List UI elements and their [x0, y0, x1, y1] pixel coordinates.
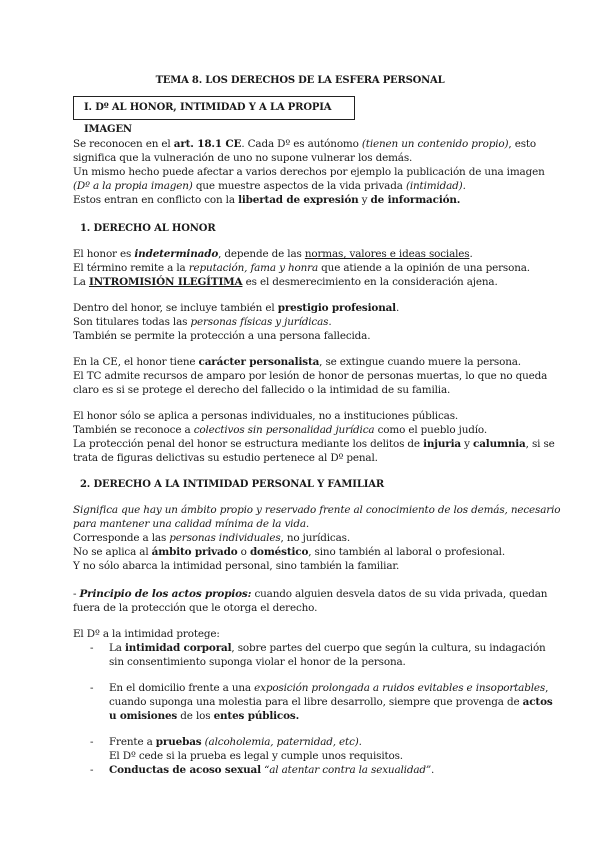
text-line: - Principio de los actos propios: cuando alguien desvela datos de su vida privada, quedan	[73, 588, 548, 600]
text-line: Son titulares todas las personas físicas y jurídicas.	[73, 316, 332, 328]
list-item: En el domicilio frente a una exposición prolongada a ruidos evitables e insoportables,	[109, 682, 549, 694]
text-line: La INTROMISIÓN ILEGÍTIMA es el desmerecimiento en la consideración ajena.	[73, 276, 498, 288]
list-item: Frente a pruebas (alcoholemia, paternidad, etc).	[109, 736, 362, 748]
list-dash: -	[90, 682, 94, 694]
text-line: trata de figuras delictivas su estudio pertenece al Dº penal.	[73, 452, 378, 464]
text-line: El TC admite recursos de amparo por lesión de honor de personas muertas, lo que no queda	[73, 370, 548, 382]
text-line: significa que la vulneración de uno no supone vulnerar los demás.	[73, 152, 413, 164]
heading-intimidad: 2. DERECHO A LA INTIMIDAD PERSONAL Y FAMILIAR	[80, 479, 384, 490]
list-item-continuation: El Dº cede si la prueba es legal y cumple unos requisitos.	[109, 750, 403, 762]
text-line: Corresponde a las personas individuales, no jurídicas.	[73, 532, 350, 544]
section-box-heading: I. Dº AL HONOR, INTIMIDAD Y A LA PROPIA IMAGEN	[73, 96, 355, 120]
text-line: Y no sólo abarca la intimidad personal, sino también la familiar.	[73, 560, 400, 572]
text-line: claro es si se protege el derecho del fallecido o la intimidad de su familia.	[73, 384, 451, 396]
text-line: El honor sólo se aplica a personas individuales, no a instituciones públicas.	[73, 410, 459, 422]
list-dash: -	[90, 736, 94, 748]
text-line: En la CE, el honor tiene carácter personalista, se extingue cuando muere la persona.	[73, 356, 521, 368]
text-line: para mantener una calidad mínima de la vida.	[73, 518, 310, 530]
list-item: La intimidad corporal, sobre partes del cuerpo que según la cultura, su indagación	[109, 642, 546, 654]
list-item-continuation: cuando suponga una molestia para el libre desarrollo, siempre que provenga de actos	[109, 696, 553, 708]
list-item: Conductas de acoso sexual “al atentar contra la sexualidad”.	[109, 764, 435, 776]
text-line: También se reconoce a colectivos sin personalidad jurídica como el pueblo judío.	[73, 424, 488, 436]
text-line: El honor es indeterminado, depende de las normas, valores e ideas sociales.	[73, 248, 473, 260]
heading-honor: 1. DERECHO AL HONOR	[80, 223, 216, 234]
text-line: También se permite la protección a una persona fallecida.	[73, 330, 371, 342]
list-dash: -	[90, 642, 94, 654]
text-line: Estos entran en conflicto con la libertad de expresión y de información.	[73, 194, 461, 206]
text-line: La protección penal del honor se estructura mediante los delitos de injuria y calumnia, si se	[73, 438, 555, 450]
list-item-continuation: u omisiones de los entes públicos.	[109, 710, 300, 722]
list-item-continuation: sin consentimiento suponga violar el honor de la persona.	[109, 656, 406, 668]
text-line: El término remite a la reputación, fama y honra que atiende a la opinión de una persona.	[73, 262, 530, 274]
text-line: No se aplica al ámbito privado o doméstico, sino también al laboral o profesional.	[73, 546, 505, 558]
text-line: (Dº a la propia imagen) que muestre aspectos de la vida privada (intimidad).	[73, 180, 466, 192]
list-dash: -	[90, 764, 94, 776]
text-line: Significa que hay un ámbito propio y reservado frente al conocimiento de los demás, necesario	[73, 504, 561, 516]
page-title: TEMA 8. LOS DERECHOS DE LA ESFERA PERSONAL	[155, 75, 445, 86]
text-line: Dentro del honor, se incluye también el prestigio profesional.	[73, 302, 400, 314]
text-line: Un mismo hecho puede afectar a varios derechos por ejemplo la publicación de una imagen	[73, 166, 545, 178]
text-line: Se reconocen en el art. 18.1 CE. Cada Dº es autónomo (tienen un contenido propio), esto	[73, 138, 537, 150]
text-line: fuera de la protección que le otorga el derecho.	[73, 602, 318, 614]
text-line: El Dº a la intimidad protege:	[73, 628, 220, 640]
